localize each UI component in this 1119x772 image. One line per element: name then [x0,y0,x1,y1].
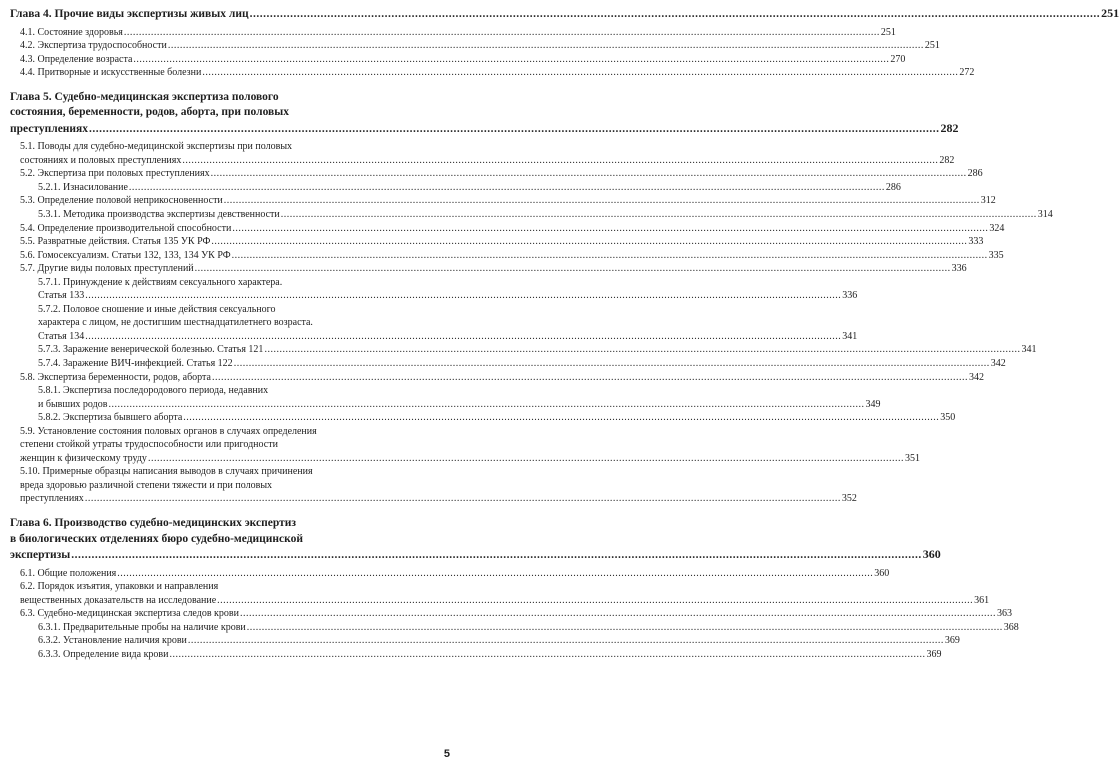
toc-entry-text: преступлениях [10,122,89,135]
toc-section [20,249,1004,263]
toc-subsection [38,343,1037,357]
toc-page-number: 352 [841,493,857,505]
toc-entry-text: 5.3.1. Методика производства экспертизы девственности [38,208,280,220]
toc-section [20,580,990,607]
toc-subsection [38,621,1019,635]
toc-entry-text: 5.7.2. Половое сношение и иные действия сексуального [38,303,276,315]
toc-entry-text: 5.1. Поводы для судебно-медицинской экспертизы при половых [20,141,293,153]
toc-subsection [38,411,956,425]
dot-leader [129,181,885,194]
dot-leader [202,66,958,79]
toc-entry-text: вещественных доказательств на исследование [20,594,217,606]
toc-page-number: 349 [865,398,881,410]
toc-entry-text: 4.4. Притворные и искусственные болезни [20,67,202,79]
toc-entry-text: 5.7. Другие виды половых преступлений [20,263,194,275]
toc-entry-text: женщин к физическому труду [20,452,147,464]
dot-leader [211,235,967,248]
toc-page-number: 369 [944,635,960,647]
toc-entry-text: 6.3.3. Определение вида крови [38,648,169,660]
dot-leader [224,194,980,207]
toc-entry-text: 5.8.1. Экспертиза последородового периода, недавних [38,385,269,397]
toc-section [20,222,1005,236]
toc-entry-text: 5.8.2. Экспертиза бывшего аборта [38,412,183,424]
toc-page-number: 335 [988,249,1004,261]
toc-page-number: 282 [939,154,955,166]
toc-entry-text: и бывших родов [38,398,108,410]
dot-leader [124,26,880,39]
toc-page-number: 324 [989,222,1005,234]
toc-section [20,194,996,208]
toc-subsection [38,276,858,303]
dot-leader [217,594,973,607]
toc-page-number: 251 [880,26,896,38]
toc-subsection [38,357,1006,371]
toc-section [20,371,984,385]
toc-chapter [10,90,959,137]
dot-leader [108,398,864,411]
toc-entry-text: Глава 6. Производство судебно-медицинских экспертиз [10,517,297,530]
dot-leader [250,7,1101,22]
toc-page-number: 282 [940,120,959,135]
toc-page-number: 286 [967,168,983,180]
toc-entry-text: Статья 134 [38,330,85,342]
toc-entry-text: 4.3. Определение возраста [20,53,133,65]
dot-leader [170,648,926,661]
toc-entry-text: 5.7.4. Заражение ВИЧ-инфекцией. Статья 122 [38,358,233,369]
toc-entry-text: 6.3.2. Установление наличия крови [38,635,187,647]
dot-leader [211,167,967,180]
toc-section [20,607,1012,621]
dot-leader [85,492,841,505]
toc-page-number: 341 [842,330,858,342]
toc-subsection [38,208,1053,222]
toc-page-number: 312 [980,195,996,207]
page-number: 5 [443,748,450,760]
toc-page-number: 341 [1021,344,1037,356]
toc-entry-text: 5.10. Примерные образцы написания выводов в случаях причинения [20,466,313,478]
toc-entry-text: 5.8. Экспертиза беременности, родов, аборта [20,371,211,383]
dot-leader [281,208,1037,221]
dot-leader [148,452,904,465]
toc-chapter [10,516,941,563]
toc-page-number: 360 [922,547,941,562]
toc-page-number: 272 [959,67,975,79]
dot-leader [240,607,996,620]
toc-section [20,39,940,53]
toc-entry-text: 6.3.1. Предварительные пробы на наличие крови [38,621,246,633]
toc-entry-text: 5.9. Установление состояния половых органов в случаях определения [20,425,317,437]
dot-leader [85,330,841,343]
toc-entry-text: 5.7.1. Принуждение к действиям сексуального характера. [38,276,283,288]
dot-leader [232,249,988,262]
toc-entry-text: 5.4. Определение производительной способности [20,222,232,234]
toc-page-number: 336 [842,290,858,302]
toc-subsection [38,303,858,344]
toc-page-number: 361 [974,594,990,606]
toc-entry-text: 5.2.1. Изнасилование [38,181,128,193]
toc-section [20,235,984,249]
toc-entry-text: 5.3. Определение половой неприкосновенности [20,195,223,207]
dot-leader [182,154,938,167]
toc-chapter [10,6,1119,22]
toc-section [20,262,967,276]
toc-page-number: 336 [951,263,967,275]
toc-page-number: 351 [904,452,920,464]
toc-entry-text: характера с лицом, не достигшим шестнадцатилетнего возраста. [38,317,313,329]
toc-subsection [38,648,942,662]
dot-leader [89,122,940,137]
dot-leader [188,634,944,647]
toc-entry-text: 5.7.3. Заражение венерической болезнью. Статья 121 [38,344,264,356]
toc-page-number: 286 [885,181,901,193]
dot-leader [71,548,922,563]
toc-entry-text: 6.2. Порядок изъятия, упаковки и направления [20,581,219,593]
toc-entry-text: преступлениях [20,493,84,505]
toc-section [20,425,920,466]
toc-entry-text: Глава 4. Прочие виды экспертизы живых лиц [10,8,249,20]
toc-entry-text: состояния, беременности, родов, аборта, при половых [10,106,289,119]
dot-leader [264,343,1020,356]
toc-page-number: 363 [996,608,1012,620]
dot-leader [232,222,988,235]
toc-section [20,465,857,506]
dot-leader [183,411,939,424]
toc-section [20,167,983,181]
dot-leader [133,53,889,66]
toc-page-number: 270 [890,53,906,65]
toc-entry-text: экспертизы [10,549,71,562]
dot-leader [168,39,924,52]
dot-leader [212,371,968,384]
toc-subsection [38,634,960,648]
toc-entry-text: 6.3. Судебно-медицинская экспертиза следов крови [20,608,239,620]
toc-entry-text: вреда здоровью различной степени тяжести и при половых [20,479,273,491]
dot-leader [85,289,841,302]
toc-page-number: 350 [940,412,956,424]
toc-page-number: 369 [926,648,942,660]
toc-page-number: 368 [1003,621,1019,633]
toc-section [20,26,896,40]
toc-page-number: 342 [968,371,984,383]
toc-entry-text: 5.5. Развратные действия. Статья 135 УК РФ [20,236,211,248]
toc-page-number: 251 [924,40,940,52]
toc-subsection [38,384,881,411]
toc-entry-text: Глава 5. Судебно-медицинская экспертиза полового [10,90,279,103]
dot-leader [117,567,873,580]
toc-page-number: 360 [874,567,890,579]
toc-entry-text: 5.6. Гомосексуализм. Статьи 132, 133, 134 УК РФ [20,249,231,261]
toc-entry-text: 4.2. Экспертиза трудоспособности [20,40,167,52]
toc-entry-text: состояниях и половых преступлениях [20,154,182,166]
toc-section [20,66,975,80]
toc-entry-text: в биологических отделениях бюро судебно-медицинской [10,532,303,545]
toc-entry-text: 5.2. Экспертиза при половых преступлениях [20,168,210,180]
toc-page-number: 314 [1037,208,1053,220]
dot-leader [234,357,990,370]
toc-section [20,567,890,581]
toc-page-number: 333 [968,236,984,248]
toc-section [20,140,955,167]
dot-leader [247,621,1003,634]
toc-section [20,53,906,67]
dot-leader [195,262,951,275]
toc-entry-text: 6.1. Общие положения [20,567,117,579]
toc-page-number: 251 [1101,6,1119,20]
toc-entry-text: Статья 133 [38,290,85,302]
toc-subsection [38,181,901,195]
toc-entry-text: степени стойкой утраты трудоспособности или пригодности [20,439,278,451]
toc-entry-text: 4.1. Состояние здоровья [20,26,123,38]
toc-page-number: 342 [990,358,1006,369]
